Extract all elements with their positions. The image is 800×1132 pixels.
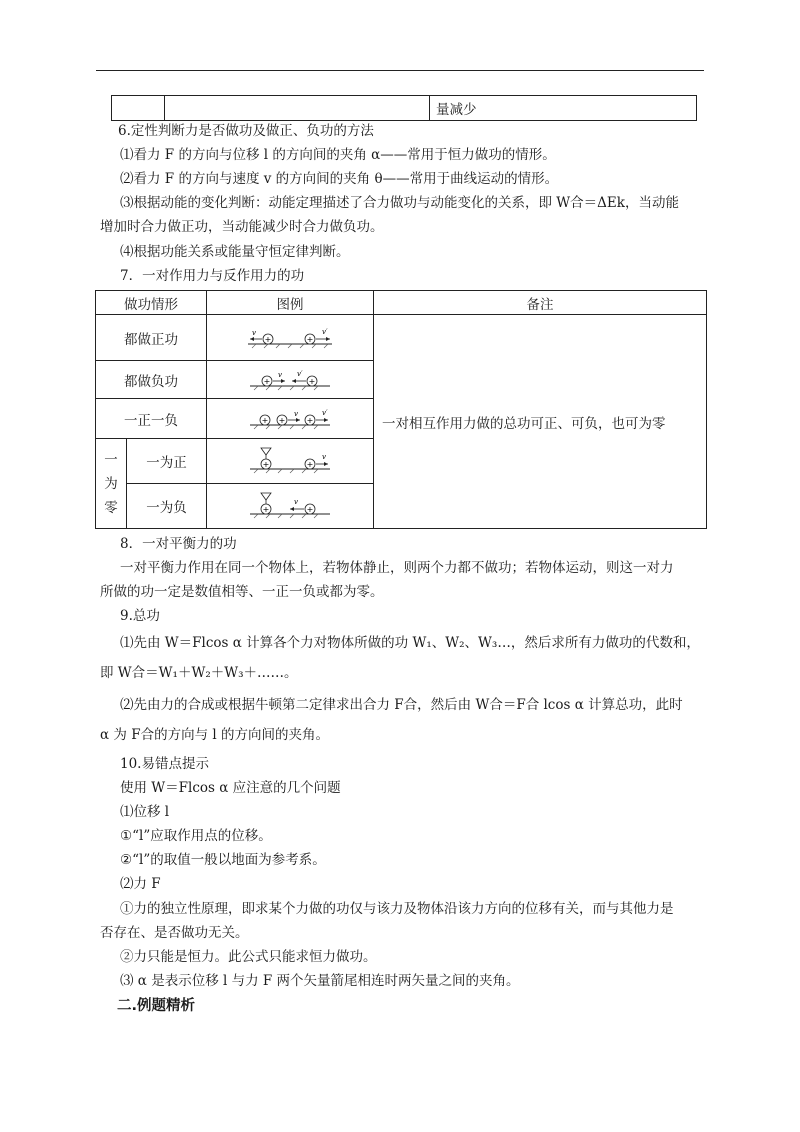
fig-label-vp: v′ [322,408,328,417]
sec10-intro: 使用 W＝Flcos α 应注意的几个问题 [120,780,341,796]
fig-label-v: v [322,453,326,461]
top-table-cell: 量减少 [430,96,697,121]
sec6-title: 6.定性判断力是否做功及做正、负功的方法 [118,123,374,139]
fig-label-vp: v′ [297,369,303,378]
header-note: 备注 [374,291,707,315]
svg-text:+: + [278,415,286,425]
sec6-p3b: 增加时合力做正功，当动能减少时合力做负功。 [100,219,384,235]
header-figure: 图例 [207,291,374,315]
fig-label-vp: v′ [322,327,328,336]
row-both-positive: 都做正功 [96,315,207,361]
figure-one-positive [240,444,340,478]
sec6-p2: ⑵看力 F 的方向与速度 v 的方向间的夹角 θ——常用于曲线运动的情形。 [120,171,559,187]
sec10-item-c: ⑶ α 是表示位移 l 与力 F 两个矢量箭尾相连时两矢量之间的夹角。 [120,973,520,989]
figure-cell [207,484,374,529]
header-rule [96,70,704,71]
figure-cell [207,315,374,361]
note-cell: 一对相互作用力做的总功可正、可负，也可为零 [374,315,707,529]
sec10-item-a2: ②“l”的取值一般以地面为参考系。 [120,852,326,868]
svg-text:+: + [262,505,270,514]
fig-label-v: v [294,498,298,506]
top-table-fragment [111,95,697,121]
zero-group-char-3: 零 [104,499,118,516]
svg-text:+: + [306,415,314,425]
figure-both-positive [240,323,340,353]
zero-group-char-2: 为 [104,475,118,492]
zero-group-cell [96,439,127,529]
sec7-title: 7．一对作用力与反作用力的功 [120,268,305,284]
svg-text:+: + [306,460,314,469]
fig-label-v: v [294,409,298,418]
sec9-p2a: ⑵先由力的合成或根据牛顿第二定律求出合力 F合，然后由 W合＝F合 lcos α 计算总功，此时 [120,697,683,713]
svg-text:+: + [264,334,272,344]
sec9-p2b: α 为 F合的方向与 l 的方向间的夹角。 [100,727,329,743]
figure-cell [207,399,374,439]
figure-cell [207,361,374,399]
row-one-positive: 一为正 [127,439,207,484]
fig-label-v: v [252,328,256,337]
sec8-p2: 所做的功一定是数值相等、一正一负或都为零。 [100,584,384,600]
svg-text:+: + [308,376,316,386]
row-one-pos-one-neg: 一正一负 [96,399,207,439]
part2-heading: 二.例题精析 [117,998,196,1014]
zero-group-char-1: 一 [104,451,118,468]
sec10-title: 10.易错点提示 [120,756,209,772]
svg-text:+: + [306,505,314,514]
sec6-p3a: ⑶根据动能的变化判断：动能定理描述了合力做功与动能变化的关系，即 W合＝ΔEk，当动能 [120,195,679,211]
work-pairs-table [95,290,707,529]
sec10-item-b1b: 否存在、是否做功无关。 [100,925,249,941]
svg-text:+: + [262,460,270,469]
row-both-negative: 都做负功 [96,361,207,399]
fig-label-v: v [278,370,282,379]
sec10-item-b2: ②力只能是恒力。此公式只能求恒力做功。 [120,949,377,965]
sec8-p1: 一对平衡力作用在同一个物体上，若物体静止，则两个力都不做功；若物体运动，则这一对力 [120,560,674,576]
header-case: 做功情形 [96,291,207,315]
sec9-p1b: 即 W合＝W₁＋W₂＋W₃＋……。 [100,665,298,681]
svg-text:+: + [261,415,269,425]
sec9-title: 9.总功 [120,608,160,624]
figure-one-negative [240,489,340,523]
sec10-item-b1a: ①力的独立性原理，即求某个力做的功仅与该力及物体沿该力方向的位移有关，而与其他力是 [120,901,674,917]
sec6-p1: ⑴看力 F 的方向与位移 l 的方向间的夹角 α——常用于恒力做功的情形。 [120,147,556,163]
figure-both-negative [240,365,340,395]
sec9-p1a: ⑴先由 W＝Flcos α 计算各个力对物体所做的功 W₁、W₂、W₃…，然后求所有力做功的代数和， [120,635,700,651]
figure-one-pos-one-neg [240,404,340,434]
svg-text:+: + [263,376,271,386]
sec10-item-a1: ①“l”应取作用点的位移。 [120,828,272,844]
svg-text:+: + [306,334,314,344]
sec8-title: 8．一对平衡力的功 [120,536,237,552]
figure-cell [207,439,374,484]
row-one-negative: 一为负 [127,484,207,529]
sec10-item-b: ⑵力 F [120,876,161,892]
sec10-item-a: ⑴位移 l [120,804,170,820]
sec6-p4: ⑷根据功能关系或能量守恒定律判断。 [120,244,350,260]
